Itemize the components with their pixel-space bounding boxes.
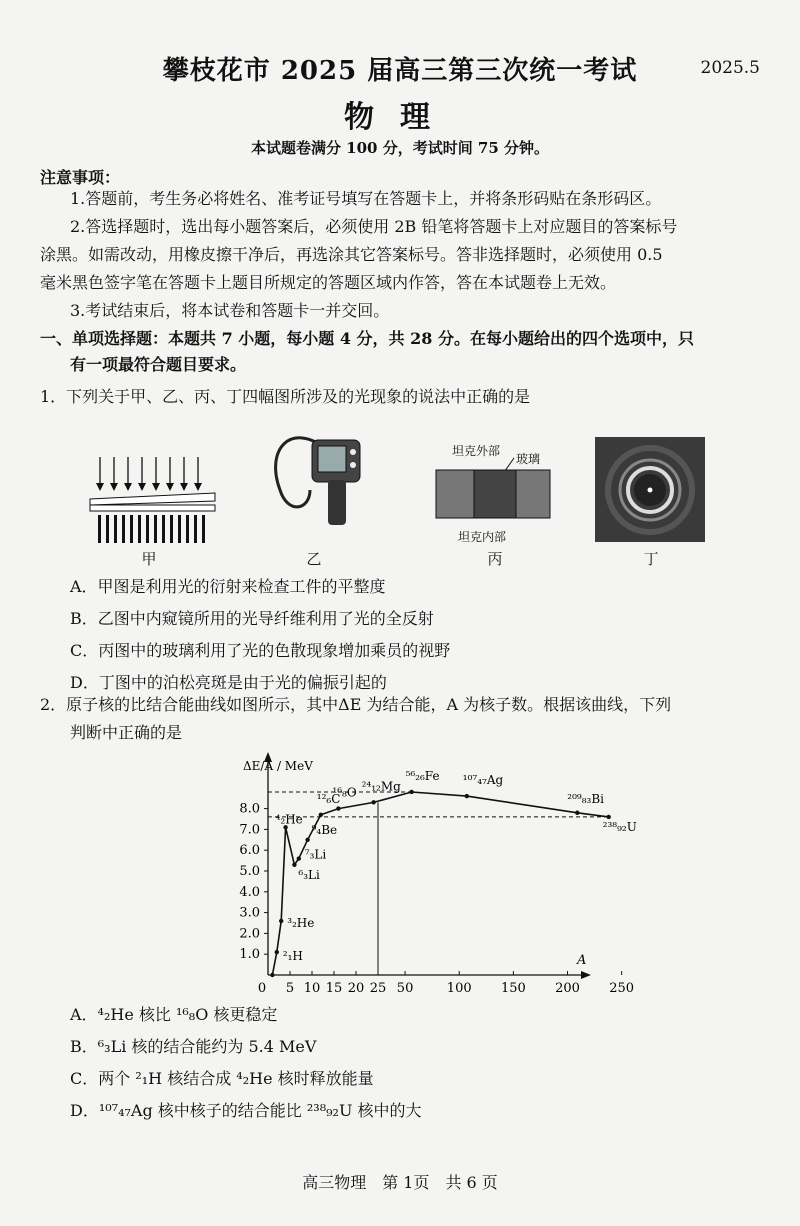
data-point	[409, 790, 413, 794]
y-tick-label: 4.0	[239, 884, 260, 900]
data-point	[305, 838, 309, 842]
figure-ding-poisson-spot	[595, 437, 705, 542]
y-tick-label: 1.0	[239, 947, 260, 963]
x-tick-label: 25	[369, 981, 387, 996]
notice-item-1: 1.答题前，考生务必将姓名、准考证号填写在答题卡上，并将条形码贴在条形码区。	[70, 189, 662, 208]
x-tick-label: 200	[555, 981, 580, 996]
data-point	[336, 806, 340, 810]
q2-option-c: C．两个 ²₁H 核结合成 ⁴₂He 核时释放能量	[70, 1069, 374, 1088]
data-point	[297, 856, 301, 860]
nuclide-label: ²⁴₁₂Mg	[361, 779, 401, 794]
subject-title: 物理	[344, 100, 456, 135]
fig-label-bing: 丙	[487, 550, 503, 568]
x-tick-label: 20	[347, 981, 365, 996]
data-point	[292, 863, 296, 867]
x-tick-label: 250	[609, 981, 635, 996]
fig-label-ding: 丁	[643, 550, 659, 568]
q1-option-d: D．丁图中的泊松亮斑是由于光的偏振引起的	[70, 673, 387, 692]
exam-title: 攀枝花市 2025 届高三第三次统一考试	[162, 56, 638, 86]
nuclide-label: ⁹₄Be	[311, 822, 338, 837]
fig-label-yi: 乙	[306, 550, 322, 568]
notice-item-2-cont2: 毫米黑色签字笔在答题卡上题目所规定的答题区域内作答，答在本试题卷上无效。	[40, 273, 617, 292]
figure-bing-tank	[434, 452, 554, 532]
y-tick-label: 5.0	[239, 864, 260, 879]
x-tick-label: 15	[325, 981, 343, 996]
data-point	[270, 973, 274, 977]
nuclide-label: ⁴₂He	[275, 812, 303, 827]
data-point	[279, 919, 283, 923]
q1-option-c: C．丙图中的玻璃利用了光的色散现象增加乘员的视野	[70, 641, 451, 660]
q1-option-a: A．甲图是利用光的衍射来检查工件的平整度	[70, 577, 386, 596]
nuclide-label: ³₂He	[287, 915, 315, 930]
data-point	[371, 800, 375, 804]
data-point	[275, 950, 279, 954]
data-point	[319, 813, 323, 817]
figure-yi-endoscope	[270, 410, 365, 540]
notice-heading: 注意事项：	[40, 168, 121, 187]
exam-date: 2025.5	[700, 58, 760, 78]
data-point	[465, 794, 469, 798]
y-tick-label: 8.0	[239, 801, 260, 817]
binding-energy-curve	[272, 792, 608, 975]
q1-stem: 1．下列关于甲、乙、丙、丁四幅图所涉及的光现象的说法中正确的是	[40, 387, 531, 406]
q2-option-d: D．¹⁰⁷₄₇Ag 核中核子的结合能比 ²³⁸₉₂U 核中的大	[70, 1101, 422, 1120]
q2-option-a: A．⁴₂He 核比 ¹⁶₈O 核更稳定	[70, 1005, 278, 1024]
y-tick-label: 7.0	[239, 822, 260, 838]
notice-item-2: 2.答选择题时，选出每小题答案后，必须使用 2B 铅笔将答题卡上对应题目的答案标号	[70, 217, 678, 236]
binding-energy-chart	[225, 750, 637, 1000]
q1-option-b: B．乙图中内窥镜所用的光导纤维利用了光的全反射	[70, 609, 434, 628]
figure-jia	[90, 455, 220, 545]
fig-label-jia: 甲	[141, 550, 157, 568]
nuclide-label: ²³⁸₉₂U	[602, 819, 637, 834]
x-tick-label: 0	[257, 981, 267, 996]
q2-option-b: B．⁶₃Li 核的结合能约为 5.4 MeV	[70, 1037, 317, 1056]
q2-stem: 2．原子核的比结合能曲线如图所示，其中ΔE 为结合能，A 为核子数。根据该曲线，下列	[40, 695, 672, 714]
y-axis-label: ΔE/A / MeV	[243, 759, 313, 773]
tank-outer-label: 坦克外部	[452, 444, 501, 458]
exam-meta: 本试题卷满分 100 分，考试时间 75 分钟。	[250, 139, 550, 157]
data-point	[606, 815, 610, 819]
nuclide-label: ²⁰⁹₈₃Bi	[567, 791, 604, 806]
y-tick-label: 6.0	[239, 843, 260, 859]
nuclide-label: ⁵⁶₂₆Fe	[405, 768, 440, 783]
q2-stem-cont: 判断中正确的是	[70, 723, 183, 742]
section-heading-cont: 有一项最符合题目要求。	[70, 355, 247, 374]
nuclide-label: ¹²₆C	[316, 791, 341, 806]
tank-inner-label: 坦克内部	[458, 530, 507, 544]
x-axis-label: A	[577, 953, 587, 968]
x-tick-label: 150	[500, 981, 526, 996]
data-point	[575, 811, 579, 815]
notice-item-3: 3.考试结束后，将本试卷和答题卡一并交回。	[70, 301, 390, 320]
x-tick-label: 50	[396, 981, 414, 996]
nuclide-label: ⁷₃Li	[304, 847, 327, 862]
y-tick-label: 3.0	[239, 905, 260, 921]
notice-item-2-cont: 涂黑。如需改动，用橡皮擦干净后，再选涂其它答案标号。答非选择题时，必须使用 0.5	[40, 245, 663, 264]
page-footer: 高三物理 第 1页 共 6 页	[302, 1173, 498, 1192]
x-tick-label: 5	[285, 981, 295, 996]
glass-label: 玻璃	[516, 452, 541, 466]
nuclide-label: ²₁H	[282, 949, 303, 964]
nuclide-label: ⁶₃Li	[298, 867, 320, 882]
y-tick-label: 2.0	[239, 926, 260, 942]
x-tick-label: 100	[446, 981, 472, 996]
section-heading: 一、单项选择题：本题共 7 小题，每小题 4 分，共 28 分。在每小题给出的四个选项中，只	[40, 329, 694, 348]
nuclide-label: ¹⁰⁷₄₇Ag	[462, 773, 504, 788]
nuclide-label: ¹⁶₈O	[332, 785, 357, 800]
x-tick-label: 10	[303, 981, 321, 996]
